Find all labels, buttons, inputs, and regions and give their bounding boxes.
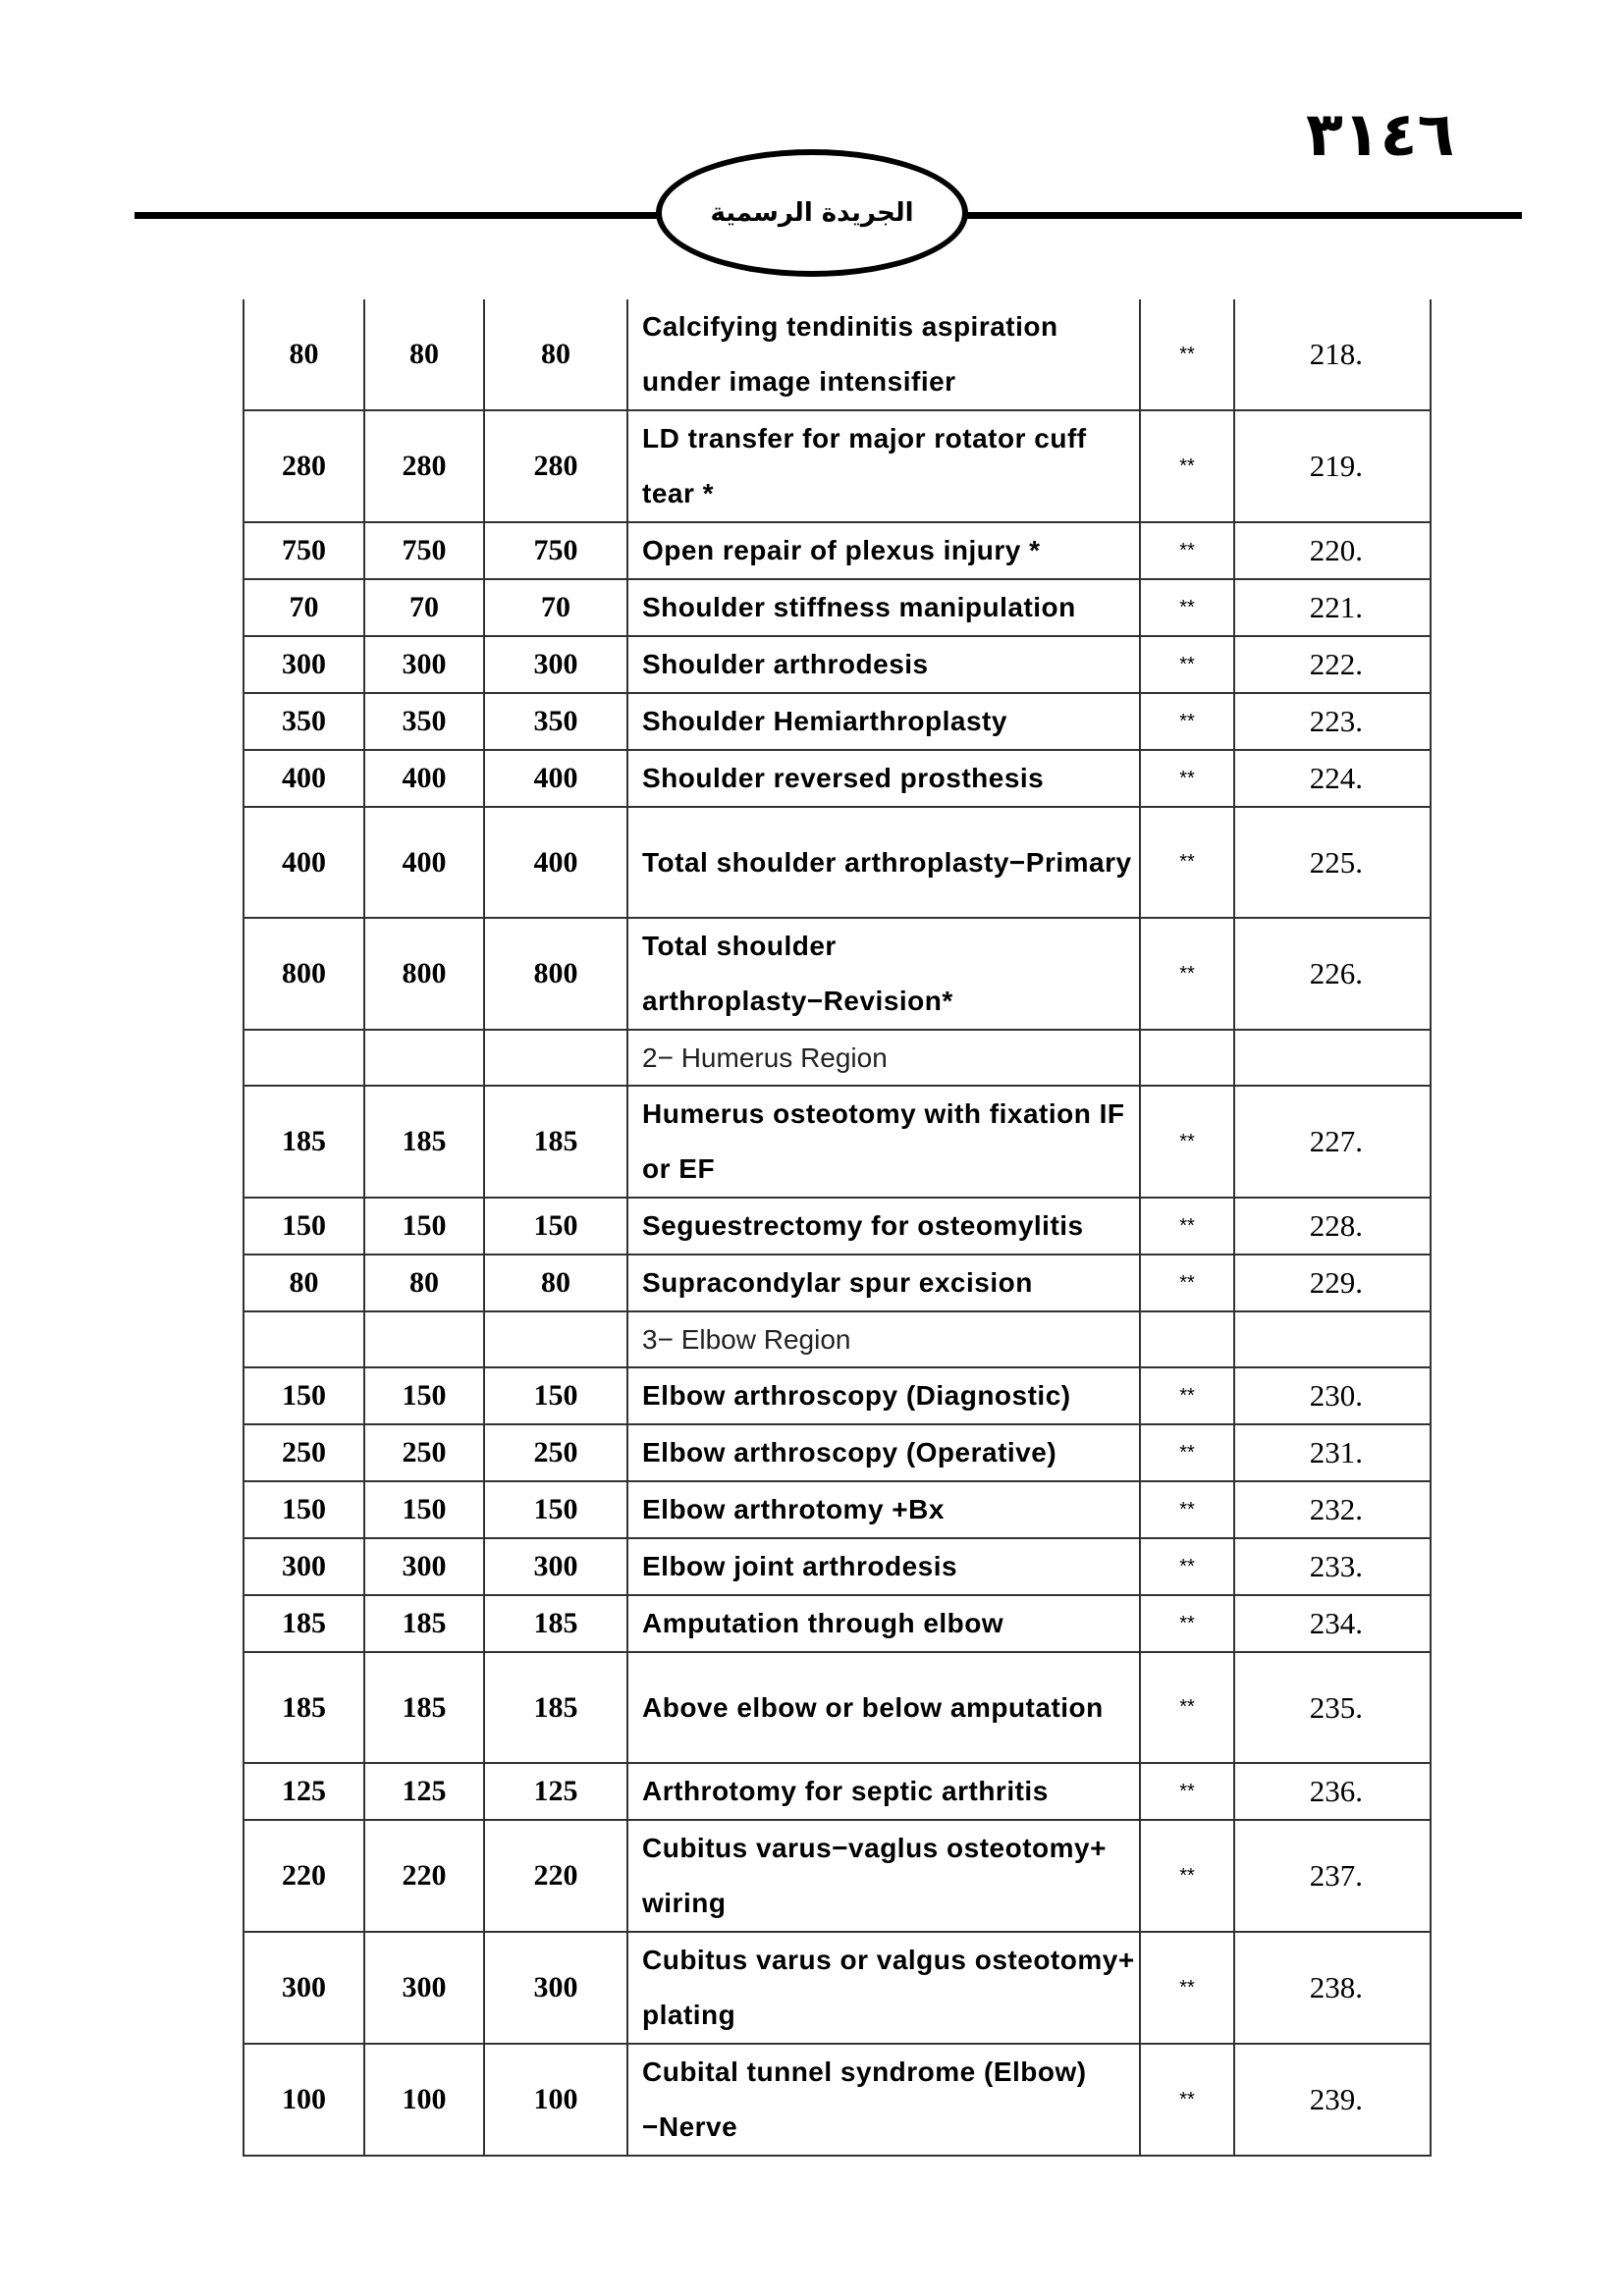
fee-value-2: 185 [364,1652,484,1763]
procedure-description: Calcifying tendinitis aspiration under image intensifier [627,299,1140,410]
table-row [244,1538,1431,1595]
table-row [244,1763,1431,1820]
row-number: 224. [1234,750,1431,807]
code-cell: ** [1140,918,1234,1030]
fee-value-2: 150 [364,1367,484,1424]
fee-value-3: 280 [484,410,627,522]
procedure-description: Arthrotomy for septic arthritis [627,1763,1140,1820]
fee-value-1: 400 [244,807,364,918]
table-row [244,410,1431,522]
fee-value-2: 300 [364,636,484,693]
row-number: 225. [1234,807,1431,918]
empty-cell [364,1030,484,1086]
fee-value-1: 150 [244,1481,364,1538]
fee-value-2: 300 [364,1932,484,2044]
fee-value-1: 300 [244,1932,364,2044]
fee-value-2: 125 [364,1763,484,1820]
row-number: 231. [1234,1424,1431,1481]
procedure-description: Open repair of plexus injury * [627,522,1140,579]
fee-value-1: 350 [244,693,364,750]
code-cell: ** [1140,693,1234,750]
fee-value-3: 750 [484,522,627,579]
fee-value-3: 400 [484,807,627,918]
empty-cell [364,1311,484,1367]
fee-value-1: 70 [244,579,364,636]
fee-value-2: 100 [364,2044,484,2156]
table-row [244,1481,1431,1538]
code-cell: ** [1140,1367,1234,1424]
table-row [244,1652,1431,1763]
table-row [244,918,1431,1030]
fee-table [243,299,1432,2157]
fee-value-3: 125 [484,1763,627,1820]
procedure-description: Shoulder arthrodesis [627,636,1140,693]
table-row [244,1424,1431,1481]
fee-value-3: 100 [484,2044,627,2156]
row-number: 227. [1234,1086,1431,1198]
fee-value-3: 80 [484,1255,627,1311]
procedure-description: Total shoulder arthroplasty−Revision* [627,918,1140,1030]
row-number: 222. [1234,636,1431,693]
code-cell: ** [1140,1652,1234,1763]
procedure-description: Seguestrectomy for osteomylitis [627,1198,1140,1255]
fee-value-3: 150 [484,1481,627,1538]
fee-value-2: 185 [364,1595,484,1652]
section-row [244,1311,1431,1367]
fee-value-2: 350 [364,693,484,750]
procedure-description: Total shoulder arthroplasty−Primary [627,807,1140,918]
code-cell: ** [1140,1538,1234,1595]
fee-value-1: 800 [244,918,364,1030]
table-row [244,1367,1431,1424]
fee-value-3: 300 [484,636,627,693]
fee-value-1: 220 [244,1820,364,1932]
code-cell: ** [1140,579,1234,636]
code-cell: ** [1140,1481,1234,1538]
fee-value-1: 150 [244,1198,364,1255]
fee-value-2: 150 [364,1198,484,1255]
section-title: 2− Humerus Region [627,1030,1140,1086]
fee-value-3: 185 [484,1595,627,1652]
empty-cell [1234,1030,1431,1086]
code-cell: ** [1140,1255,1234,1311]
procedure-description: Elbow arthrotomy +Bx [627,1481,1140,1538]
code-cell: ** [1140,299,1234,410]
row-number: 226. [1234,918,1431,1030]
page-number: ٣١٤٦ [1306,98,1455,170]
table-row [244,750,1431,807]
row-number: 228. [1234,1198,1431,1255]
code-cell: ** [1140,522,1234,579]
fee-value-1: 250 [244,1424,364,1481]
row-number: 234. [1234,1595,1431,1652]
fee-value-1: 185 [244,1086,364,1198]
fee-value-3: 70 [484,579,627,636]
fee-value-1: 80 [244,1255,364,1311]
fee-value-1: 280 [244,410,364,522]
procedure-description: Supracondylar spur excision [627,1255,1140,1311]
code-cell: ** [1140,636,1234,693]
procedure-description: Above elbow or below amputation [627,1652,1140,1763]
gazette-title-oval [656,149,968,277]
empty-cell [484,1030,627,1086]
code-cell: ** [1140,1086,1234,1198]
row-number: 218. [1234,299,1431,410]
fee-value-1: 400 [244,750,364,807]
fee-value-2: 150 [364,1481,484,1538]
row-number: 220. [1234,522,1431,579]
fee-value-1: 100 [244,2044,364,2156]
code-cell: ** [1140,1424,1234,1481]
table-row [244,807,1431,918]
fee-value-3: 350 [484,693,627,750]
section-row [244,1030,1431,1086]
fee-value-2: 80 [364,1255,484,1311]
fee-value-2: 750 [364,522,484,579]
row-number: 232. [1234,1481,1431,1538]
table-row [244,579,1431,636]
fee-value-2: 400 [364,750,484,807]
code-cell: ** [1140,1763,1234,1820]
table-row [244,1086,1431,1198]
table-row [244,693,1431,750]
row-number: 238. [1234,1932,1431,2044]
row-number: 239. [1234,2044,1431,2156]
fee-value-1: 300 [244,636,364,693]
empty-cell [484,1311,627,1367]
empty-cell [244,1311,364,1367]
code-cell: ** [1140,807,1234,918]
fee-value-1: 125 [244,1763,364,1820]
empty-cell [244,1030,364,1086]
row-number: 236. [1234,1763,1431,1820]
procedure-description: Elbow arthroscopy (Diagnostic) [627,1367,1140,1424]
code-cell: ** [1140,750,1234,807]
table-row [244,522,1431,579]
empty-cell [1140,1030,1234,1086]
empty-cell [1140,1311,1234,1367]
code-cell: ** [1140,1595,1234,1652]
code-cell: ** [1140,1932,1234,2044]
procedure-description: Humerus osteotomy with fixation IF or EF [627,1086,1140,1198]
fee-value-3: 800 [484,918,627,1030]
row-number: 237. [1234,1820,1431,1932]
fee-value-1: 185 [244,1652,364,1763]
procedure-description: Shoulder Hemiarthroplasty [627,693,1140,750]
row-number: 230. [1234,1367,1431,1424]
table-row [244,1255,1431,1311]
fee-value-2: 70 [364,579,484,636]
section-title: 3− Elbow Region [627,1311,1140,1367]
fee-value-1: 80 [244,299,364,410]
row-number: 223. [1234,693,1431,750]
fee-value-1: 750 [244,522,364,579]
fee-value-3: 250 [484,1424,627,1481]
procedure-description: Elbow arthroscopy (Operative) [627,1424,1140,1481]
table-row [244,299,1431,410]
procedure-description: Cubital tunnel syndrome (Elbow)−Nerve [627,2044,1140,2156]
fee-value-2: 800 [364,918,484,1030]
fee-value-3: 185 [484,1652,627,1763]
table-row [244,1595,1431,1652]
row-number: 233. [1234,1538,1431,1595]
table-row [244,2044,1431,2156]
fee-value-3: 150 [484,1198,627,1255]
procedure-description: LD transfer for major rotator cuff tear * [627,410,1140,522]
fee-value-3: 400 [484,750,627,807]
fee-value-2: 220 [364,1820,484,1932]
table-row [244,1932,1431,2044]
table-row [244,636,1431,693]
fee-value-3: 80 [484,299,627,410]
fee-value-1: 150 [244,1367,364,1424]
table-row [244,1198,1431,1255]
procedure-description: Amputation through elbow [627,1595,1140,1652]
procedure-description: Cubitus varus or valgus osteotomy+ plating [627,1932,1140,2044]
row-number: 221. [1234,579,1431,636]
procedure-description: Cubitus varus−vaglus osteotomy+ wiring [627,1820,1140,1932]
fee-value-2: 280 [364,410,484,522]
procedure-description: Shoulder stiffness manipulation [627,579,1140,636]
code-cell: ** [1140,1820,1234,1932]
row-number: 235. [1234,1652,1431,1763]
fee-value-2: 250 [364,1424,484,1481]
fee-value-1: 300 [244,1538,364,1595]
procedure-description: Shoulder reversed prosthesis [627,750,1140,807]
row-number: 219. [1234,410,1431,522]
gazette-title: الجريدة الرسمية [710,198,914,228]
fee-value-2: 80 [364,299,484,410]
code-cell: ** [1140,410,1234,522]
table-row [244,1820,1431,1932]
fee-value-3: 185 [484,1086,627,1198]
fee-value-3: 300 [484,1932,627,2044]
row-number: 229. [1234,1255,1431,1311]
fee-value-3: 150 [484,1367,627,1424]
code-cell: ** [1140,2044,1234,2156]
fee-value-2: 185 [364,1086,484,1198]
procedure-description: Elbow joint arthrodesis [627,1538,1140,1595]
fee-value-2: 300 [364,1538,484,1595]
fee-value-2: 400 [364,807,484,918]
code-cell: ** [1140,1198,1234,1255]
fee-value-3: 300 [484,1538,627,1595]
empty-cell [1234,1311,1431,1367]
fee-value-3: 220 [484,1820,627,1932]
fee-value-1: 185 [244,1595,364,1652]
